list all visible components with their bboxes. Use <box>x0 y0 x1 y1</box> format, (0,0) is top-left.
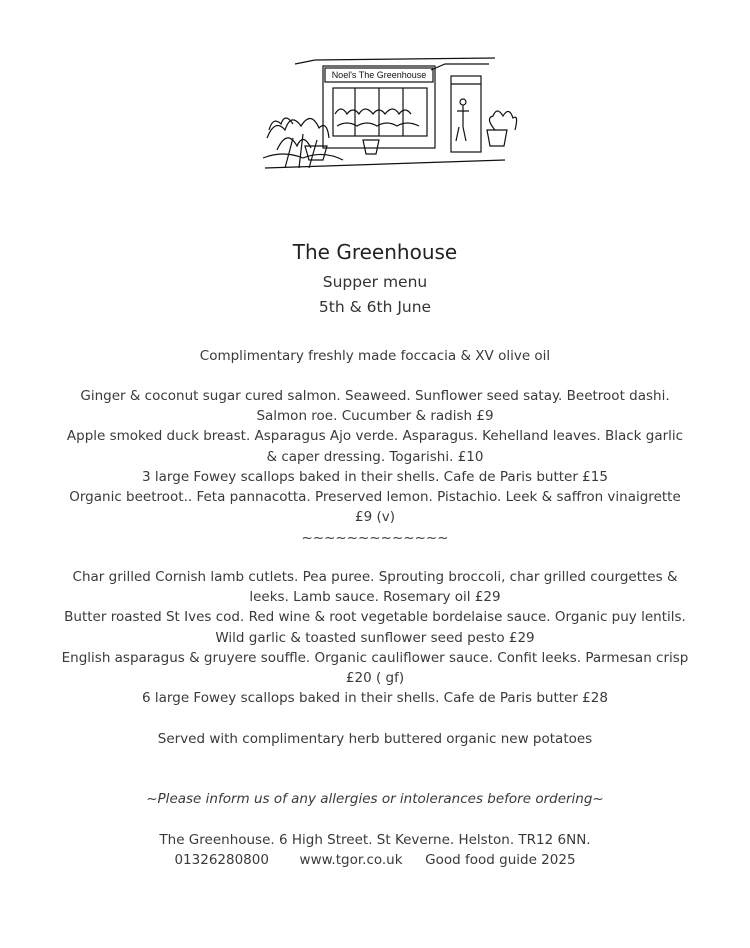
mains-section <box>60 567 690 708</box>
footer-contact <box>0 850 750 870</box>
complimentary-bread: Complimentary freshly made foccacia & XV olive oil <box>199 348 551 364</box>
starter-item: Ginger & coconut sugar cured salmon. Seaweed. Sunflower seed satay. Beetroot dashi. Salmon roe. Cucumber & radish £9 <box>80 388 670 425</box>
starter-item: 3 large Fowey scallops baked in their shells. Cafe de Paris butter £15 <box>142 468 608 485</box>
shop-sign: Noel's The Greenhouse <box>331 70 427 80</box>
served-with-note: Served with complimentary herb buttered organic new potatoes <box>157 731 593 747</box>
main-item: English asparagus & gruyere souffle. Organic cauliflower sauce. Confit leeks. Parmesan crisp £20 ( gf) <box>61 649 689 687</box>
starters-section <box>60 386 690 527</box>
footer-website[interactable]: www.tgor.co.uk <box>299 852 403 868</box>
starter-item: Apple smoked duck breast. Asparagus Ajo verde. Asparagus. Kehelland leaves. Black garlic & caper dressing. Togarishi. £10 <box>66 428 684 465</box>
restaurant-title: The Greenhouse <box>292 240 458 264</box>
menu-date: 5th & 6th June <box>318 298 432 316</box>
main-item: 6 large Fowey scallops baked in their shells. Cafe de Paris butter £28 <box>142 690 608 707</box>
main-item: Butter roasted St Ives cod. Red wine & root vegetable bordelaise sauce. Organic puy lentils. Wild garlic & toasted sunflower seed pesto £29 <box>64 609 686 646</box>
main-item: Char grilled Cornish lamb cutlets. Pea puree. Sprouting broccoli, char grilled courgettes & leeks. Lamb sauce. Rosemary oil £29 <box>72 569 678 606</box>
greenhouse-sketch <box>255 18 525 188</box>
footer-address: The Greenhouse. 6 High Street. St Keverne. Helston. TR12 6NN. <box>159 832 591 848</box>
footer-guide: Good food guide 2025 <box>425 852 576 868</box>
footer-phone: 01326280800 <box>174 852 269 868</box>
menu-subtitle: Supper menu <box>322 273 428 291</box>
starter-item: Organic beetroot.. Feta pannacotta. Preserved lemon. Pistachio. Leek & saffron vinaigrette £9 (v) <box>69 489 681 526</box>
course-divider: ~~~~~~~~~~~~~ <box>301 530 449 546</box>
allergy-note: ~Please inform us of any allergies or intolerances before ordering~ <box>146 791 604 807</box>
